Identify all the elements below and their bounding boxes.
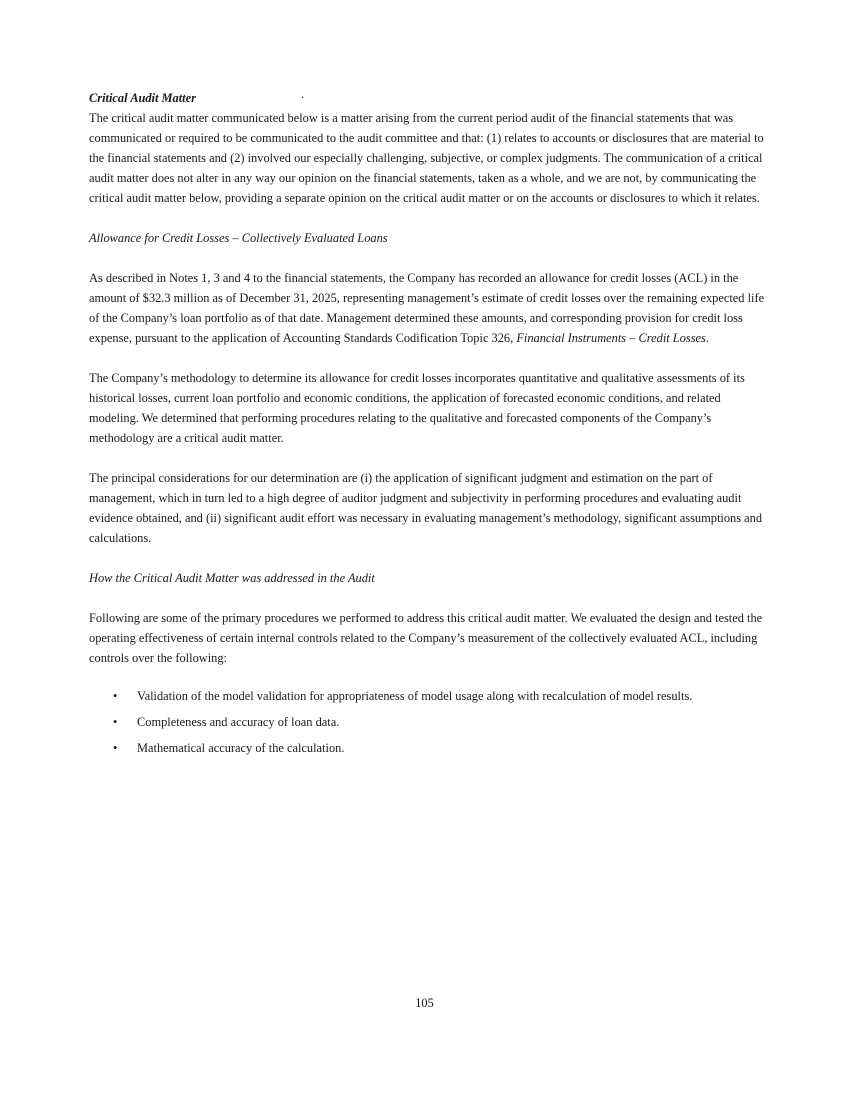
principal-considerations-paragraph: The principal considerations for our determination are (i) the application of significant judgment and estimation on the part of management, which in turn led to a high degree of auditor judgment and subjectivity in performing procedures and evaluating audit evidence obtained, and (ii) significant audit effort was necessary in evaluating management’s methodology, significant assumptions and calculations.: [89, 471, 763, 545]
list-item-text: Validation of the model validation for appropriateness of model usage along with recalculation of model results.: [137, 689, 693, 703]
notes-paragraph-end: .: [705, 331, 709, 345]
notes-paragraph-italic: Financial Instruments – Credit Losses: [516, 331, 706, 345]
list-item-text: Mathematical accuracy of the calculation.: [137, 741, 345, 755]
list-item: [89, 686, 765, 706]
document-body: [89, 88, 765, 764]
subheading-how-addressed: How the Critical Audit Matter was addressed in the Audit: [89, 571, 375, 585]
procedures-paragraph: Following are some of the primary procedures we performed to address this critical audit matter. We evaluated the design and tested the operating effectiveness of certain internal controls related to the Company’s measurement of the collectively evaluated ACL, including controls over the following:: [89, 611, 763, 665]
procedures-list: [89, 686, 765, 758]
list-item-text: Completeness and accuracy of loan data.: [137, 715, 340, 729]
methodology-paragraph: The Company’s methodology to determine its allowance for credit losses incorporates quantitative and qualitative assessments of its historical losses, current loan portfolio and economic conditions, the application of forecasted economic conditions, and related modeling. We determined that performing procedures relating to the qualitative and forecasted components of the Company’s methodology are a critical audit matter.: [89, 371, 745, 445]
list-item: [89, 712, 765, 732]
subheading-acl: Allowance for Credit Losses – Collectively Evaluated Loans: [89, 231, 388, 245]
notes-paragraph: [89, 268, 765, 348]
bullet-icon: •: [113, 741, 118, 755]
notes-paragraph-text: As described in Notes 1, 3 and 4 to the financial statements, the Company has recorded an allowance for credit losses (ACL) in the amount of $32.3 million as of December 31, 2025, representing management’s estimate of credit losses over the remaining expected life of the Company’s loan portfolio as of that date. Management determined these amounts, and corresponding provision for credit loss expense, pursuant to the application of Accounting Standards Codification Topic 326,: [89, 271, 765, 345]
bullet-icon: •: [113, 689, 118, 703]
bullet-icon: •: [113, 715, 118, 729]
heading-text: Critical Audit Matter: [89, 91, 196, 105]
section-heading: [89, 88, 765, 108]
list-item: [89, 738, 765, 758]
heading-mark: .: [301, 87, 305, 101]
intro-paragraph: The critical audit matter communicated below is a matter arising from the current period audit of the financial statements that was communicated or required to be communicated to the audit committee and that: (1) relates to accounts or disclosures that are material to the financial statements and (2) involved our especially challenging, subjective, or complex judgments. The communication of a critical audit matter does not alter in any way our opinion on the financial statements, taken as a whole, and we are not, by communicating the critical audit matter below, providing a separate opinion on the critical audit matter or on the accounts or disclosures to which it relates.: [89, 111, 764, 205]
page-number: 105: [415, 996, 434, 1010]
